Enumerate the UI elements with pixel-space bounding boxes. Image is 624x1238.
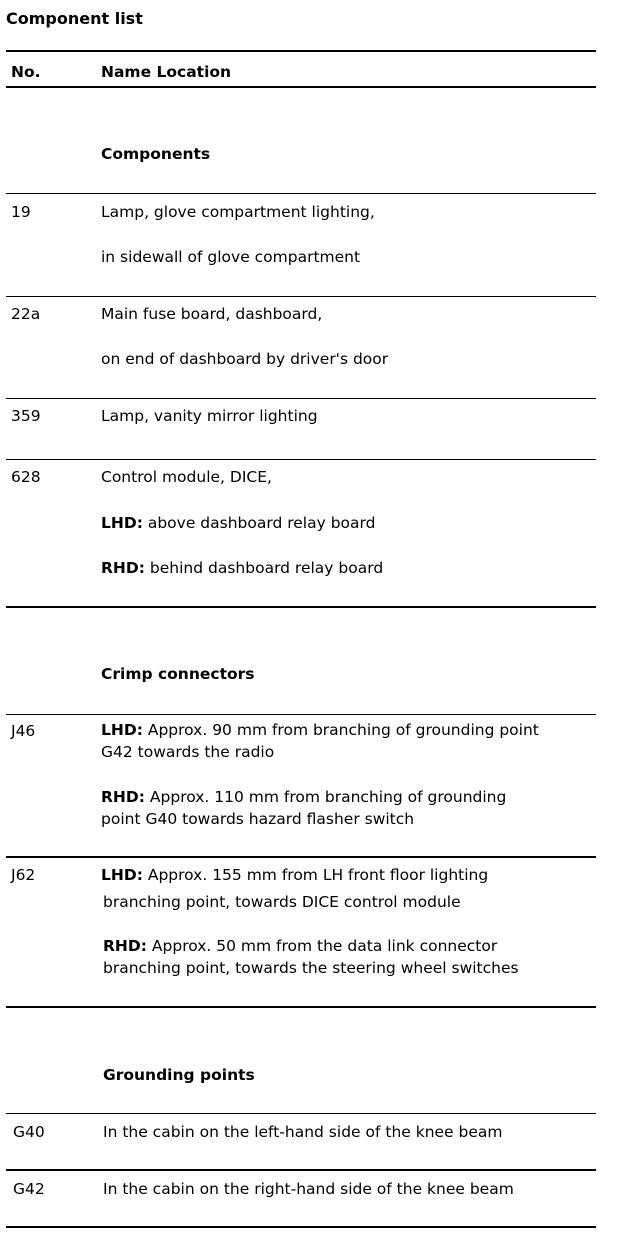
row-description: Control module, DICE, xyxy=(101,468,272,486)
rhd-label: RHD: xyxy=(101,788,145,806)
divider xyxy=(6,1169,596,1171)
row-number: G40 xyxy=(13,1123,45,1141)
divider xyxy=(6,50,596,52)
lhd-text: G42 towards the radio xyxy=(101,743,275,761)
lhd-label: LHD: xyxy=(101,866,143,884)
row-number: J62 xyxy=(11,866,36,884)
row-description xyxy=(103,935,519,979)
divider xyxy=(6,606,596,608)
row-description xyxy=(101,786,506,830)
divider xyxy=(6,193,596,194)
row-description xyxy=(101,514,375,532)
divider xyxy=(6,1006,596,1008)
row-number: 19 xyxy=(11,203,31,221)
rhd-label: RHD: xyxy=(103,937,147,955)
rhd-text: point G40 towards hazard flasher switch xyxy=(101,810,415,828)
row-description: Lamp, glove compartment lighting, xyxy=(101,203,375,221)
rhd-text: Approx. 110 mm from branching of grounding xyxy=(144,788,507,806)
row-description: branching point, towards DICE control module xyxy=(103,893,461,911)
divider xyxy=(6,459,596,460)
rhd-text: Approx. 50 mm from the data link connector xyxy=(146,937,498,955)
row-description: In the cabin on the left-hand side of the knee beam xyxy=(103,1123,503,1141)
row-description: Main fuse board, dashboard, xyxy=(101,305,323,323)
lhd-label: LHD: xyxy=(101,721,143,739)
row-description: Lamp, vanity mirror lighting xyxy=(101,407,318,425)
row-number: 628 xyxy=(11,468,41,486)
divider xyxy=(6,714,596,715)
divider xyxy=(6,1226,596,1228)
divider xyxy=(6,296,596,297)
lhd-text: Approx. 90 mm from branching of grounding point xyxy=(142,721,539,739)
rhd-text: branching point, towards the steering wheel switches xyxy=(103,959,519,977)
section-heading-components: Components xyxy=(101,145,211,163)
divider xyxy=(6,398,596,399)
row-number: G42 xyxy=(13,1180,45,1198)
divider xyxy=(6,1113,596,1114)
row-description: on end of dashboard by driver's door xyxy=(101,350,389,368)
lhd-label: LHD: xyxy=(101,514,143,532)
lhd-text: Approx. 155 mm from LH front floor lighting xyxy=(142,866,489,884)
lhd-text: above dashboard relay board xyxy=(142,514,376,532)
row-number: J46 xyxy=(11,722,36,740)
divider xyxy=(6,856,596,858)
section-heading-grounding: Grounding points xyxy=(103,1066,255,1084)
row-description: In the cabin on the right-hand side of the knee beam xyxy=(103,1180,514,1198)
rhd-text: behind dashboard relay board xyxy=(144,559,384,577)
row-description xyxy=(101,559,383,577)
header-name-location: Name Location xyxy=(101,63,232,81)
divider xyxy=(6,86,596,88)
row-description xyxy=(101,719,539,763)
page-title: Component list xyxy=(6,9,143,28)
header-no: No. xyxy=(11,63,41,81)
row-description xyxy=(101,866,488,884)
row-number: 22a xyxy=(11,305,41,323)
rhd-label: RHD: xyxy=(101,559,145,577)
section-heading-crimp: Crimp connectors xyxy=(101,665,255,683)
row-description: in sidewall of glove compartment xyxy=(101,248,361,266)
row-number: 359 xyxy=(11,407,41,425)
